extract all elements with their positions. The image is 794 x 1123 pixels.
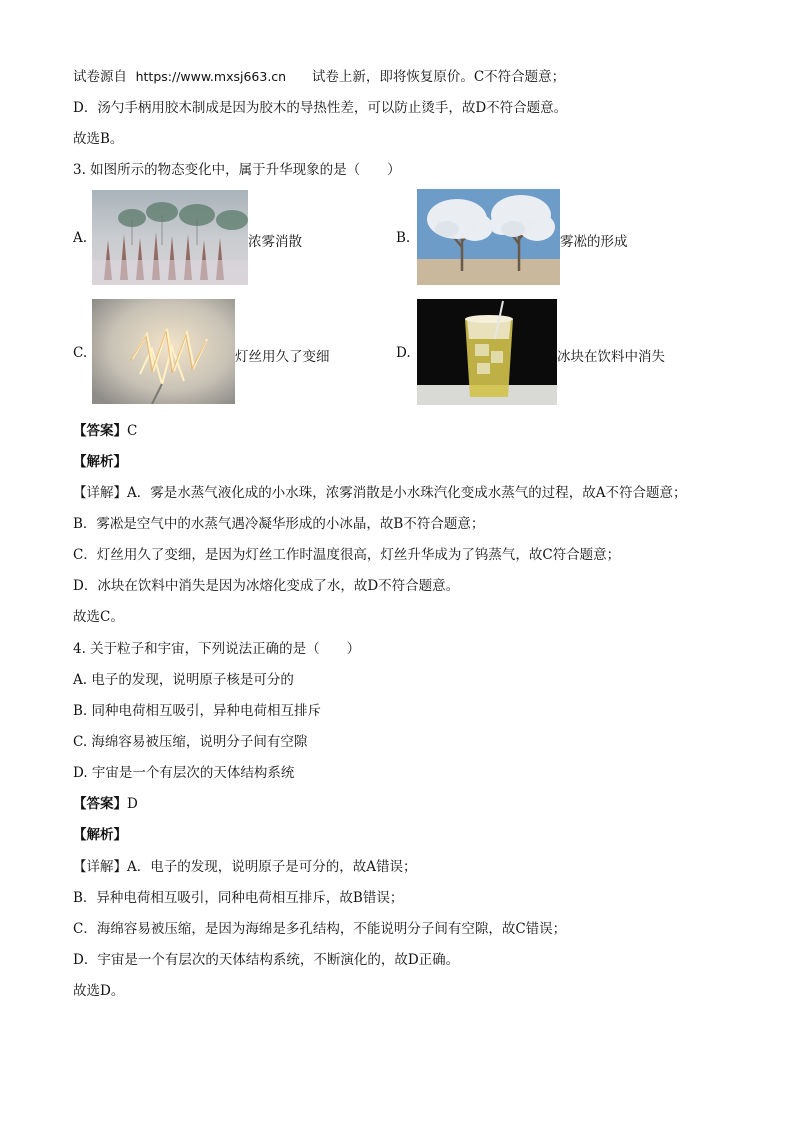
q4-detail-b: B．异种电荷相互吸引，同种电荷相互排斥，故B错误； [73, 890, 404, 906]
q3-option-d-caption: 冰块在饮料中消失 [557, 349, 665, 365]
q3-option-c-caption: 灯丝用久了变细 [235, 349, 330, 365]
q4-choose: 故选D。 [73, 983, 125, 999]
q3-option-b-letter: B. [396, 230, 411, 246]
ice-drink-image [417, 299, 557, 405]
filament-image [92, 299, 235, 404]
q3-option-d-letter: D. [396, 345, 411, 361]
q4-answer-label: 【答案】 [73, 796, 127, 812]
q4-option-a: A. 电子的发现，说明原子核是可分的 [73, 672, 294, 688]
q4-option-c: C. 海绵容易被压缩，说明分子间有空隙 [73, 734, 308, 750]
header-notice: 试卷上新，即将恢复原价。C不符合题意； [311, 69, 566, 85]
prev-choose: 故选B。 [73, 131, 124, 147]
prev-answer-d: D．汤勺手柄用胶木制成是因为胶木的导热性差，可以防止烫手，故D不符合题意。 [73, 100, 568, 116]
q4-detail-d: D．宇宙是一个有层次的天体结构系统，不断演化的，故D正确。 [73, 952, 460, 968]
q3-option-c-letter: C. [73, 345, 88, 361]
q4-detail-a: 【详解】A．电子的发现，说明原子是可分的，故A错误； [73, 859, 417, 875]
q3-option-a-caption: 浓雾消散 [248, 234, 302, 250]
q3-option-a-letter: A. [73, 230, 88, 246]
header-line [73, 68, 565, 86]
source-url[interactable]: https://www.mxsj663.cn [135, 69, 287, 84]
q3-question: 3. 如图所示的物态变化中，属于升华现象的是（ ） [73, 162, 401, 178]
q4-analysis-label: 【解析】 [73, 827, 127, 843]
q4-answer [73, 795, 138, 813]
q3-detail-c: C．灯丝用久了变细，是因为灯丝工作时温度很高，灯丝升华成为了钨蒸气，故C符合题意； [73, 547, 621, 563]
q3-analysis-label: 【解析】 [73, 454, 127, 470]
q4-option-d: D. 宇宙是一个有层次的天体结构系统 [73, 765, 295, 781]
rime-image [417, 189, 560, 285]
fog-image [92, 190, 248, 285]
q3-answer-value: C [127, 423, 138, 439]
source-label: 试卷源自 [73, 69, 127, 85]
q4-detail-c: C．海绵容易被压缩，是因为海绵是多孔结构，不能说明分子间有空隙，故C错误； [73, 921, 567, 937]
q4-option-b: B. 同种电荷相互吸引，异种电荷相互排斥 [73, 703, 322, 719]
q3-answer [73, 422, 137, 440]
q3-detail-b: B．雾凇是空气中的水蒸气遇冷凝华形成的小冰晶，故B不符合题意； [73, 516, 485, 532]
q3-option-b-caption: 雾凇的形成 [560, 234, 628, 250]
q4-question: 4. 关于粒子和宇宙，下列说法正确的是（ ） [73, 641, 361, 657]
q3-detail-a: 【详解】A．雾是水蒸气液化成的小水珠，浓雾消散是小水珠汽化变成水蒸气的过程，故A不符合题意； [73, 485, 687, 501]
q3-detail-d: D．冰块在饮料中消失是因为冰熔化变成了水，故D不符合题意。 [73, 578, 460, 594]
q3-choose: 故选C。 [73, 609, 124, 625]
q3-answer-label: 【答案】 [73, 423, 127, 439]
q4-answer-value: D [127, 796, 138, 812]
